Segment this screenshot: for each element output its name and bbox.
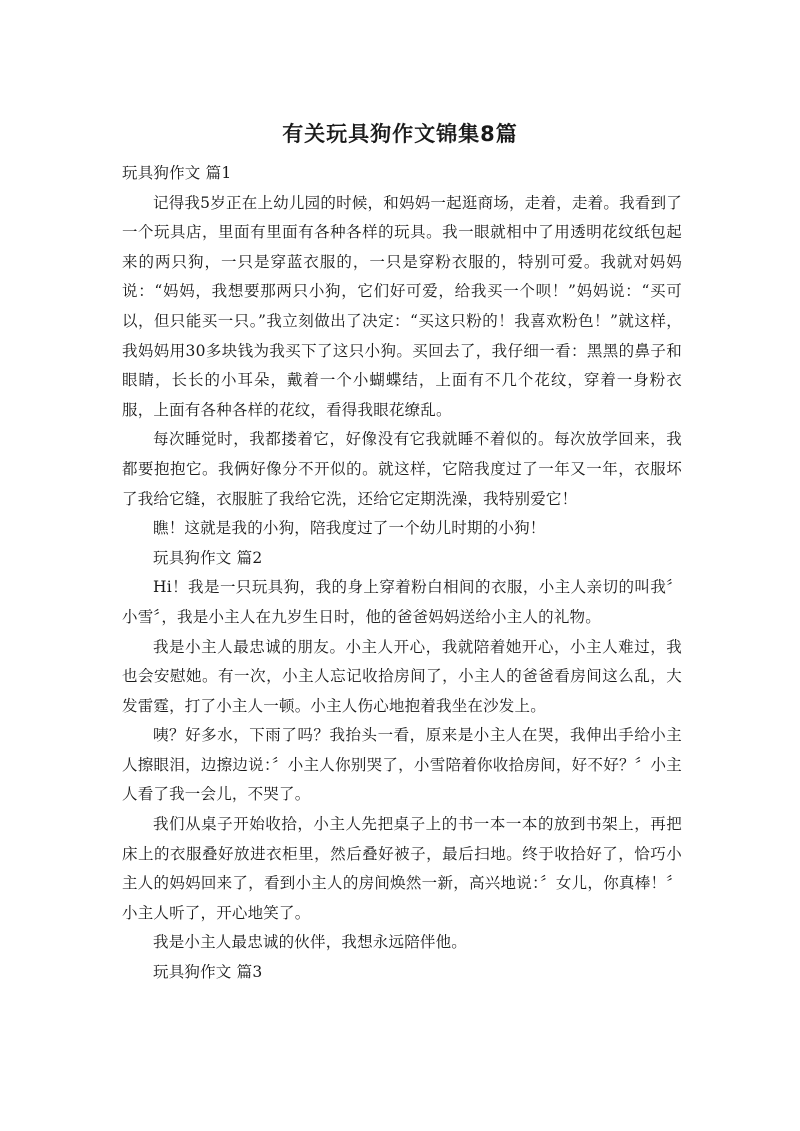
paragraph: 我们从桌子开始收拾，小主人先把桌子上的书一本一本的放到书架上，再把床上的衣服叠好放进衣柜里，然后叠好被子，最后扫地。终于收拾好了，恰巧小主人的妈妈回来了，看到小主人的房间焕然一新，高兴地说：〞女儿，你真棒！〞小主人听了，开心地笑了。 [122,815,682,922]
section-heading: 玩具狗作文 篇3 [153,963,263,982]
paragraph: 每次睡觉时，我都搂着它，好像没有它我就睡不着似的。每次放学回来，我都要抱抱它。我俩好像分不开似的。就这样，它陪我度过了一年又一年，衣服坏了我给它缝，衣服脏了我给它洗，还给它定期洗澡，我特别爱它！ [122,430,682,508]
paragraph: 我是小主人最忠诚的伙伴，我想永远陪伴他。 [153,933,468,952]
paragraph: Hi！我是一只玩具狗，我的身上穿着粉白相间的衣服，小主人亲切的叫我〞小雪〞，我是小主人在九岁生日时，他的爸爸妈妈送给小主人的礼物。 [122,578,682,626]
document-title: 有关玩具狗作文锦集8篇 [282,122,518,146]
paragraph: 咦？好多水，下雨了吗？我抬头一看，原来是小主人在哭，我伸出手给小主人擦眼泪，边擦边说：〞小主人你别哭了，小雪陪着你收拾房间，好不好？〞小主人看了我一会儿，不哭了。 [122,726,682,804]
paragraph: 我是小主人最忠诚的朋友。小主人开心，我就陪着她开心，小主人难过，我也会安慰她。有一次，小主人忘记收拾房间了，小主人的爸爸看房间这么乱，大发雷霆，打了小主人一顿。小主人伤心地抱着我坐在沙发上。 [122,637,682,715]
document-body [122,159,682,988]
section-heading: 玩具狗作文 篇2 [153,548,263,567]
paragraph: 瞧！这就是我的小狗，陪我度过了一个幼儿时期的小狗！ [153,519,546,538]
section-heading: 玩具狗作文 篇1 [122,164,232,182]
paragraph: 记得我5岁正在上幼儿园的时候，和妈妈一起逛商场，走着，走着。我看到了一个玩具店，里面有里面有各种各样的玩具。我一眼就相中了用透明花纹纸包起来的两只狗，一只是穿蓝衣服的，一只是穿粉衣服的，特别可爱。我就对妈妈说：“妈妈，我想要那两只小狗，它们好可爱，给我买一个呗！”妈妈说：“买可以，但只能买一只。”我立刻做出了决定：“买这只粉的！我喜欢粉色！”就这样，我妈妈用30多块钱为我买下了这只小狗。买回去了，我仔细一看：黑黑的鼻子和眼睛，长长的小耳朵，戴着一个小蝴蝶结，上面有不几个花纹，穿着一身粉衣服，上面有各种各样的花纹，看得我眼花缭乱。 [122,193,682,419]
